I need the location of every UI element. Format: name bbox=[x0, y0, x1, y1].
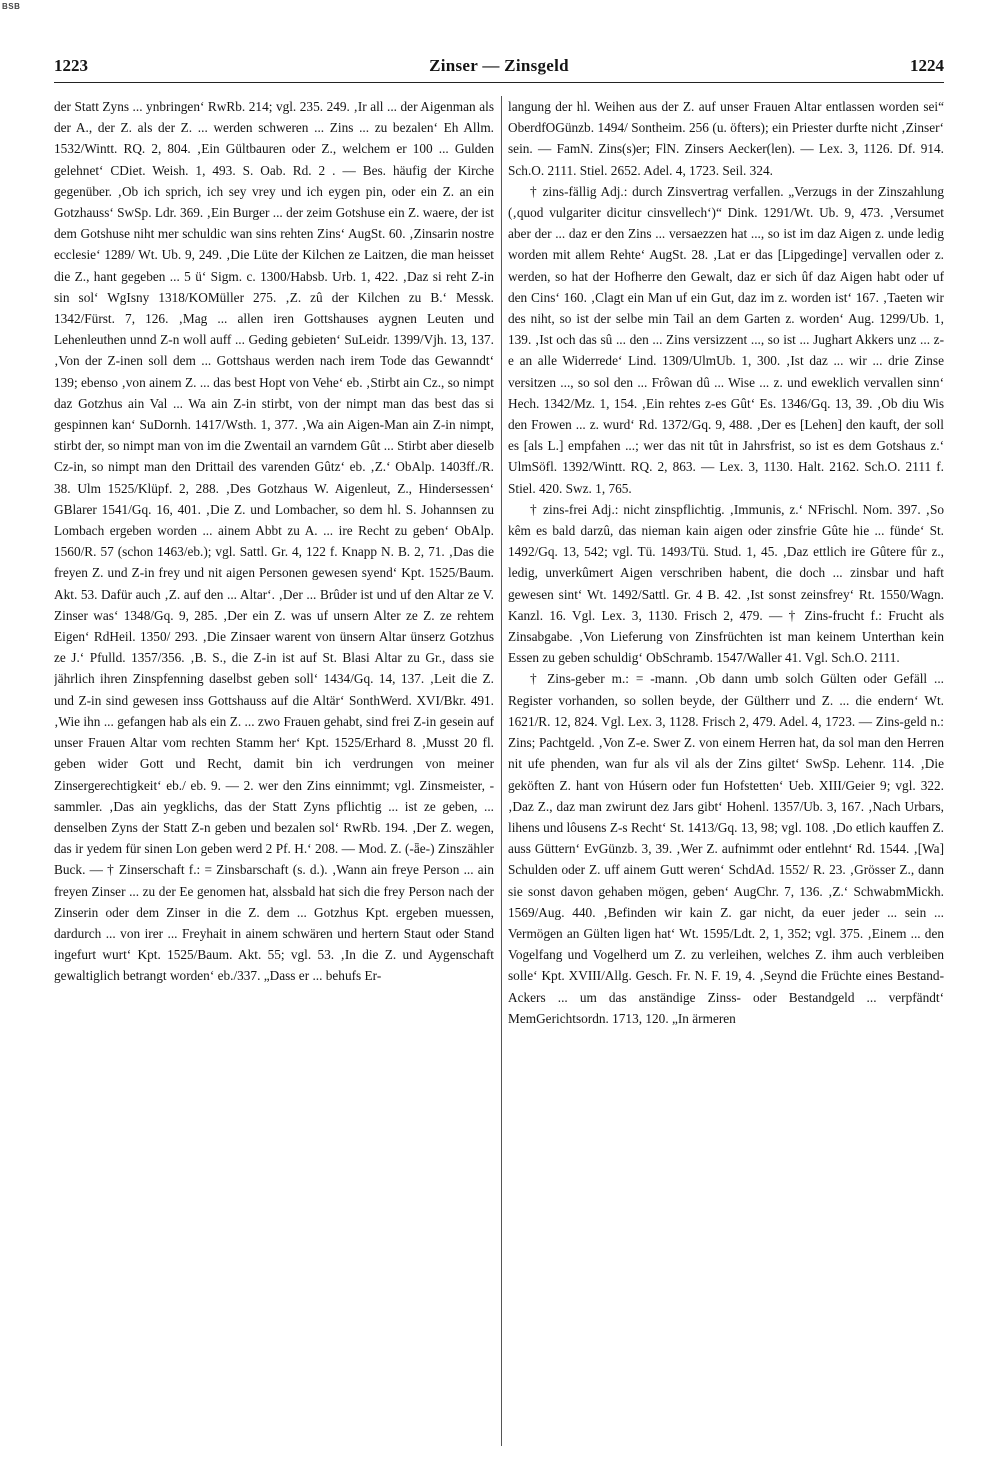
running-title: Zinser — Zinsgeld bbox=[429, 56, 569, 75]
right-column bbox=[508, 96, 944, 1448]
entry-zinsfrei: † zins-frei Adj.: nicht zinspflichtig. ‚Immunis, z.‘ NFrischl. Nom. 397. ‚So kêm es bald darzû, das nieman kain aigen oder zinsfrie Gûte hie ... fünde‘ St. 1492/Gq. 13, 542; vgl. Tü. 1493/Tü. Stud. 1, 45. ‚Daz ettlich ire Gûtere fûr z., ledig, unverkûmert Aigen verschriben habent, die doch ... zinsbar und haft gewesen sint‘ Wt. 1492/Sattl. Gr. 4 B. 42. ‚Ist sonst zeinsfrey‘ Rt. 1550/Wagn. Kanzl. 16. Vgl. Lex. 3, 1130. Frisch 2, 479. — † Zins-frucht f.: Frucht als Zinsabgabe. ‚Von Lieferung von Zinsfrüchten ist man keinem Unterthan kein Essen zu geben schuldig‘ ObSchramb. 1547/Waller 41. Vgl. Sch.O. 2111. bbox=[508, 501, 944, 666]
entry-paragraph: langung der hl. Weihen aus der Z. auf unser Frauen Altar entlassen worden sei“ OberdfOGünzb. 1494/ Sontheim. 256 (u. öfters); ein Priester durfte nicht ‚Zinser‘ sein. — FamN. Zins(s)er; FlN. Zinsers Aecker(len). — Lex. 3, 1126. Df. 914. Sch.O. 2111. Stiel. 2652. Adel. 4, 1723. Seil. 324. bbox=[508, 99, 944, 178]
page-number-right: 1224 bbox=[910, 56, 944, 75]
library-stamp: BSB bbox=[2, 2, 21, 11]
entry-zinsfaellig: † zins-fällig Adj.: durch Zinsvertrag verfallen. „Verzugs in der Zinszahlung (‚quod vulgariter dicitur cinsvellech‘)“ Dink. 1291/Wt. Ub. 9, 473. ‚Versumet aber der ... daz er den Zins ... versaezzen hat ..., so ist im daz Aigen z. unde ledig worden mit allem Rehte‘ AugSt. 28. ‚Lat er das [Lipgedinge] vervallen oder z. werden, so hat der Hofherre den Gewalt, daz er sich ûf daz Aigen habt oder uf den Cins‘ 160. ‚Clagt ein Man uf ein Gut, daz im z. worden ist‘ 167. ‚Taeten wir des niht, so ist der selbe min Tail an dem Garten z. worden‘ Aug. 1299/Ub. 1, 139. ‚Ist och das sû ... den ... Zins versizzent ..., so ist ... Jughart Akkers unz ... z-e an alle Widerrede‘ Lind. 1309/UlmUb. 1, 300. ‚Ist daz ... wir ... drie Zinse versitzen ..., so sol den ... Frôwan dû ... Wise ... z. und eweklich vervallen sinn‘ Hech. 1342/Mz. 1, 154. ‚Ein rehtes z-es Gût‘ Es. 1346/Gq. 13, 39. ‚Ob diu Wis den Frowen ... z. wurd‘ Rd. 1372/Gq. 9, 488. ‚Der es [Lehen] den kauft, der soll es [als L.] empfahen ...; wer das nit tût in Jahrsfrist, so ist es dem Gotshaus z.‘ UlmSöfl. 1392/Wintt. RQ. 2, 863. — Lex. 3, 1130. Halt. 2162. Sch.O. 2111 f. Stiel. 420. Swz. 1, 765. bbox=[508, 183, 944, 496]
page-number-left: 1223 bbox=[54, 56, 88, 75]
left-column bbox=[54, 96, 494, 1448]
column-divider bbox=[501, 96, 502, 1446]
entry-paragraph: der Statt Zyns ... ynbringen‘ RwRb. 214; vgl. 235. 249. ‚Ir all ... der Aigenman als der A., der Z. als der Z. ... werden schweren ... Zins ... zu bezalen‘ Eh Allm. 1532/Wintt. RQ. 2, 804. ‚Ein Gültbauren oder Z., welchem er 100 ... Gulden gelehnet‘ CDiet. Weish. 1, 493. S. Oab. Rd. 2 . — Bes. häufig der Kirche gegenüber. ‚Ob ich sprich, ich sey vrey und ich eygen pin, oder ein Z. an ein Gotzhauss‘ SwSp. Ldr. 369. ‚Ein Burger ... der zeim Gotshuse ein Z. waere, der ist dem Gotshuse niht mer schuldic wan sins rehten Zins‘ AugSt. 60. ‚Zinsarin nostre ecclesie‘ 1289/ Wt. Ub. 9, 249. ‚Die Lüte der Kilchen ze Laitzen, die man heisset die Z., hant gegeben ... 5 ü‘ Sigm. c. 1300/Habsb. Urb. 1, 422. ‚Daz si reht Z-in sin sol‘ WgIsny 1318/KOMüller 275. ‚Z. zû der Kilchen zu B.‘ Messk. 1342/Fürst. 7, 126. ‚Mag ... allen iren Gottshauses aygnen Leuten und Lehenleuthen unnd Z-n woll auff ... Geding gebieten‘ SuLeidr. 1399/Vjh. 13, 137. ‚Von der Z-inen soll dem ... Gottshaus werden nach irem Tode das Gewanndt‘ 139; ebenso ‚von ainem Z. ... das best Hopt von Vehe‘ eb. ‚Stirbt ain Cz., so nimpt daz Gotzhus ain Val ... Wa ain Z-in stirbt, von der nimpt man das best das si gespinnen kan‘ SuDornh. 1417/Wsth. 1, 377. ‚Wa ain Aigen-Man ain Z-in nimpt, stirbt der, so nimpt man von im die Zwentail an varndem Gût ... Stirbt aber dieselb Cz-in, so nimpt man den Drittail des varenden Gûtz‘ eb. ‚Z.‘ ObAlp. 1403ff./R. 38. Ulm 1525/Klüpf. 2, 288. ‚Des Gotzhaus W. Aigenleut, Z., Hindersessen‘ GBlarer 1541/Gq. 16, 401. ‚Die Z. und Lombacher, so dem hl. S. Johannsen zu Lombach ergeben worden ... ainem Abbt zu A. ... ire Recht zu geben‘ ObAlp. 1560/R. 57 (schon 1463/eb.); vgl. Sattl. Gr. 4, 122 f. Knapp N. B. 2, 71. ‚Das die freyen Z. und Z-in frey und nit aigen Personen gewesen syend‘ Kpt. 1525/Baum. Akt. 53. Dafür auch ‚Z. auf den ... Altar‘. ‚Der ... Brûder ist und uf den Altar ze V. Zinser was‘ 1348/Gq. 9, 285. ‚Der ein Z. was uf unsern Alter ze Z. ze rehtem Eigen‘ RdHeil. 1350/ 293. ‚Die Zinsaer warent von ünsern Altar ünserz Gotzhus ze J.‘ Pfulld. 1357/356. ‚B. S., die Z-in ist auf St. Blasi Altar zu Gr., dass sie jährlich ihren Zinspfenning daselbst geben soll‘ 1434/Gq. 14, 137. ‚Leit die Z. und Z-in sind gewesen inss Gottshauss auf die Altär‘ SonthWerd. XVI/Bkr. 491. ‚Wie ihn ... gefangen hab als ein Z. ... zwo Frauen gehabt, sind frei Z-in gesein auf unser Frauen Altar vom rechten Stamm her‘ Kpt. 1525/Erhard 8. ‚Musst 20 fl. geben wider Gott und Recht, damit bin ich verdrungen von meiner Zinsergerechtigkeit‘ eb./ eb. 9. — 2. wer den Zins einnimmt; vgl. Zinsmeister, -sammler. ‚Das ain yegklichs, das der Statt Zyns pflichtig ... ist ze geben, ... denselben Zyns der Statt Z-n geben und bezalen sol‘ RwRb. 194. ‚Der Z. wegen, das ir yedem für sinen Lon geben werd 2 Pf. H.‘ 208. — Mod. Z. (-ǟe-) Zinszähler Buck. — † Zinserschaft f.: = Zinsbarschaft (s. d.). ‚Wann ain freye Person ... ain freyen Zinser ... zu der Ee genomen hat, alssbald hat sich die frey Person nach der Zinserin oder dem Zinser in die Z. dem ... Gotzhus Kpt. ergeben muessen, dardurch ... von irer ... Freyhait in ainem schwären und hertern Staut oder Stand ingefurt wurt‘ Kpt. 1525/Baum. Akt. 55; vgl. 53. ‚In die Z. und Aygenschaft gewaltiglich betrangt worden‘ eb./337. „Dass er ... behufs Er- bbox=[54, 99, 494, 984]
page-header bbox=[54, 54, 944, 83]
entry-zinsgeber: † Zins-geber m.: = -mann. ‚Ob dann umb solch Gülten oder Gefäll ... Register vorhanden, so sollen beyde, der Gültherr und Z. ... die endern‘ Wt. 1621/R. 12, 824. Vgl. Lex. 3, 1128. Frisch 2, 479. Adel. 4, 1723. — Zins-geld n.: Zins; Pachtgeld. ‚Von Z-e. Swer Z. von einem Herren hat, da sol man den Herren nit ufe phenden, wan fur als vil als der Zins giltet‘ SwSp. Lehenr. 114. ‚Die geköften Z. hant von Húsern oder fun Hofstetten‘ Ueb. XIII/Geier 9; vgl. 322. ‚Daz Z., daz man zwirunt dez Jars gibt‘ Hohenl. 1357/Ub. 3, 167. ‚Nach Urbars, lihens und lôusens Z-s Recht‘ St. 1413/Gq. 13, 98; vgl. 108. ‚Do etlich kauffen Z. auss Güttern‘ EvGünzb. 3, 39. ‚Wer Z. aufnimmt oder entlehnt‘ Rd. 1544. ‚[Wa] Schulden oder Z. uff ainem Gutt weren‘ SchdAd. 1552/ R. 23. ‚Grösser Z., dann sie sonst davon gehaben mögen, geben‘ AugChr. 7, 136. ‚Z.‘ SchwabmMickh. 1569/Aug. 440. ‚Befinden wir kain Z. gar nicht, da euer jeder ... sein ... Vermögen an Gülten ligen hat‘ Wt. 1595/Ldt. 2, 1, 352; vgl. 375. ‚Einem ... den Vogelfang und Vogelherd um Z. zu verleihen, welches Z. ihm auch verbleiben solle‘ Kpt. XVIII/Allg. Gesch. Fr. N. F. 19, 4. ‚Seynd die Früchte eines Bestand-Ackers ... um das anständige Zinss- oder Bestandgeld ... verpfändt‘ MemGerichtsordn. 1713, 120. „In ärmeren bbox=[508, 671, 944, 1026]
